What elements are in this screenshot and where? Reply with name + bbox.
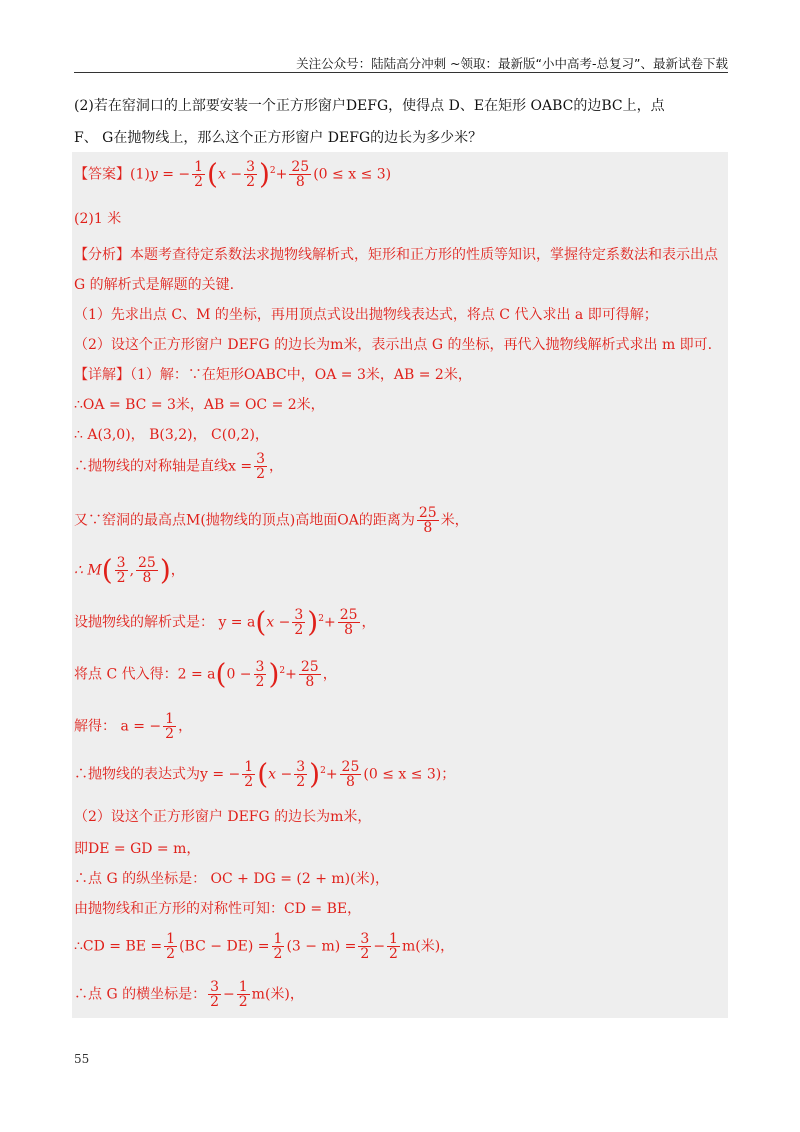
answer-y-eq: y = − bbox=[149, 166, 191, 183]
answer-line-2: (2)1 米 bbox=[74, 211, 122, 227]
detail-line-1 bbox=[74, 364, 472, 384]
analysis-text-1: 本题考查待定系数法求抛物线解析式，矩形和正方形的性质等知识，掌握待定系数法和表示出点 bbox=[130, 247, 718, 263]
answer-part1-prefix: (1) bbox=[130, 166, 150, 183]
detail-line-4: ∴抛物线的对称轴是直线x = $\frac{3}{2}$ ， bbox=[74, 451, 283, 482]
analysis-line-3: （1）先求出点 C、M 的坐标，再用顶点式设出抛物线表达式，将点 C 代入求出 a 即可得解； bbox=[74, 307, 658, 323]
detail-text-1: （1）解：∵在矩形OABC中，OA = 3米，AB = 2米， bbox=[130, 367, 472, 383]
detail-line-11: （2）设这个正方形窗户 DEFG 的边长为m米， bbox=[74, 809, 372, 825]
detail-line-9: 解得： a = − $\frac{1}{2}$ ， bbox=[74, 711, 193, 742]
analysis-line-4: （2）设这个正方形窗户 DEFG 的边长为m米，表示出点 G 的坐标，再代入抛物线解析式求出 m 即可. bbox=[74, 337, 713, 353]
answer-plus: + bbox=[275, 166, 288, 183]
detail-line-7: 设抛物线的解析式是： y = a(x − $\frac{3}{2}$ )$^2$+ $\frac{25}{8}$ ， bbox=[74, 605, 376, 639]
answer-frac-3: $\frac{25}{8}$ bbox=[291, 159, 310, 190]
detail-line-2: ∴OA = BC = 3米，AB = OC = 2米， bbox=[74, 397, 325, 413]
detail-line-6: ∴ M( $\frac{3}{2}$ , $\frac{25}{8}$ )， bbox=[74, 553, 185, 587]
answer-tag: 【答案】 bbox=[74, 166, 130, 183]
analysis-line-1 bbox=[74, 244, 718, 264]
answer-x-minus: x − bbox=[217, 166, 243, 183]
analysis-line-2: G 的解析式是解题的关键. bbox=[74, 277, 235, 293]
detail-line-12: 即DE = GD = m， bbox=[74, 841, 201, 857]
detail-line-13: ∴点 G 的纵坐标是： OC + DG = (2 + m)(米)， bbox=[74, 871, 390, 887]
answer-line-1: 【答案】(1)y = − $\frac{1}{2}$ (x − $\frac{3}{2}$ )$^2$+ $\frac{25}{8}$ (0 ≤ x ≤ 3) bbox=[74, 157, 392, 191]
analysis-tag: 【分析】 bbox=[74, 247, 130, 263]
answer-frac-2: $\frac{3}{2}$ bbox=[246, 159, 255, 190]
detail-line-14: 由抛物线和正方形的对称性可知：CD = BE， bbox=[74, 901, 362, 917]
page-header bbox=[74, 44, 728, 73]
detail-tag: 【详解】 bbox=[74, 367, 130, 383]
answer-exp: 2 bbox=[269, 165, 276, 176]
detail-line-5: 又∵窑洞的最高点M(抛物线的顶点)高地面OA的距离为 $\frac{25}{8}$ 米， bbox=[74, 505, 469, 536]
page-number: 55 bbox=[74, 1052, 90, 1066]
detail-line-10: ∴抛物线的表达式为y = − $\frac{1}{2}$ (x − $\frac{3}{2}$ )$^2$+ $\frac{25}{8}$ (0 ≤ x ≤ 3)； bbox=[74, 757, 456, 791]
header-text: 关注公众号：陆陆高分冲刺 ~领取：最新版“小中高考-总复习”、最新试卷下载 bbox=[296, 56, 728, 71]
answer-frac-1: $\frac{1}{2}$ bbox=[194, 159, 204, 190]
question-line-1: (2)若在窑洞口的上部要安装一个正方形窗户DEFG，使得点 D、E在矩形 OABC的边BC上，点 bbox=[74, 98, 665, 114]
answer-domain: (0 ≤ x ≤ 3) bbox=[313, 166, 392, 183]
detail-line-8: 将点 C 代入得：2 = a(0 − $\frac{3}{2}$ )$^2$+ $\frac{25}{8}$ ， bbox=[74, 657, 337, 691]
question-line-2: F、 G在抛物线上，那么这个正方形窗户 DEFG的边长为多少米？ bbox=[74, 130, 483, 146]
detail-line-3: ∴ A(3,0)， B(3,2)， C(0,2)， bbox=[74, 427, 269, 443]
detail-line-15: ∴CD = BE = $\frac{1}{2}$ (BC − DE) = $\frac{1}{2}$ (3 − m) = $\frac{3}{2}$ − $\frac{1}{2}$ m(米)， bbox=[74, 931, 455, 962]
detail-line-16: ∴点 G 的横坐标是： $\frac{3}{2}$ − $\frac{1}{2}$ m(米)， bbox=[74, 979, 304, 1010]
